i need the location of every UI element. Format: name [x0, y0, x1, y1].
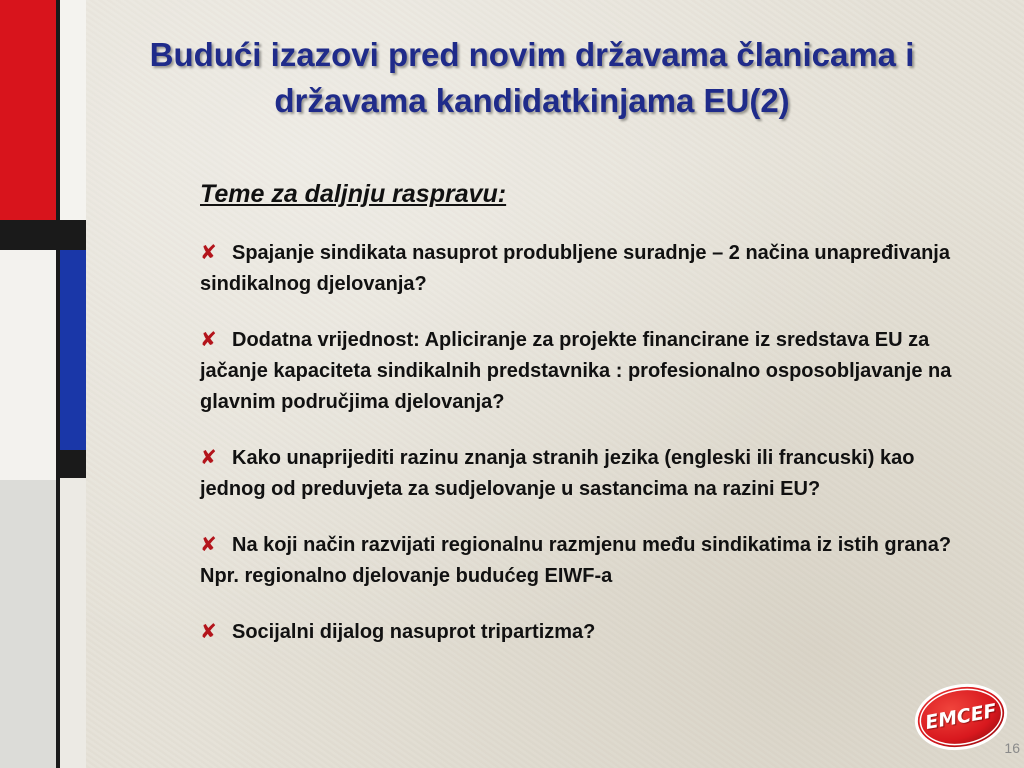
bullet-text: Spajanje sindikata nasuprot produbljene suradnje – 2 načina unapređivanja sindikalnog djelovanja? [200, 242, 950, 295]
cross-mark-icon: ✘ [200, 242, 217, 264]
bullet-text: Dodatna vrijednost: Apliciranje za projekte financirane iz sredstava EU za jačanje kapaciteta sindikalnih predstavnika : profesionalno osposobljavanje na glavnim područjima djelovanja? [200, 329, 952, 413]
slide-subtitle: Teme za daljnju raspravu: [200, 180, 507, 208]
slide-title-line1: Budući izazovi pred novim državama članicama i [149, 36, 915, 73]
bullet-item [200, 530, 960, 592]
bullet-text: Kako unaprijediti razinu znanja stranih jezika (engleski ili francuski) kao jednog od preduvjeta za sudjelovanje u sastancima na razini EU? [200, 447, 915, 500]
slide-title-line2: državama kandidatkinjama EU(2) [274, 82, 790, 119]
cross-mark-icon: ✘ [200, 329, 217, 351]
deco-black-bar [0, 220, 86, 250]
bullet-item [200, 238, 960, 300]
decorative-sidebar [0, 0, 86, 768]
slide-content [200, 176, 960, 648]
deco-light-block [60, 478, 86, 768]
deco-black-small [60, 450, 86, 478]
emcef-logo [914, 683, 1008, 751]
cross-mark-icon: ✘ [200, 447, 217, 469]
bullet-text: Na koji način razvijati regionalnu razmjenu među sindikatima iz istih grana? Npr. regionalno djelovanje budućeg EIWF-a [200, 534, 952, 587]
cross-mark-icon: ✘ [200, 621, 217, 643]
slide-title [92, 32, 972, 124]
deco-grey-block [0, 480, 56, 768]
deco-blue-block [60, 250, 86, 450]
deco-red-block [0, 0, 56, 220]
bullet-text: Socijalni dijalog nasuprot tripartizma? [232, 621, 596, 643]
bullet-item [200, 443, 960, 505]
bullet-item [200, 325, 960, 418]
deco-white-block [60, 0, 86, 220]
page-number: 16 [1004, 740, 1020, 756]
bullet-item [200, 617, 960, 648]
logo-text: EMCEF [923, 699, 999, 735]
cross-mark-icon: ✘ [200, 534, 217, 556]
